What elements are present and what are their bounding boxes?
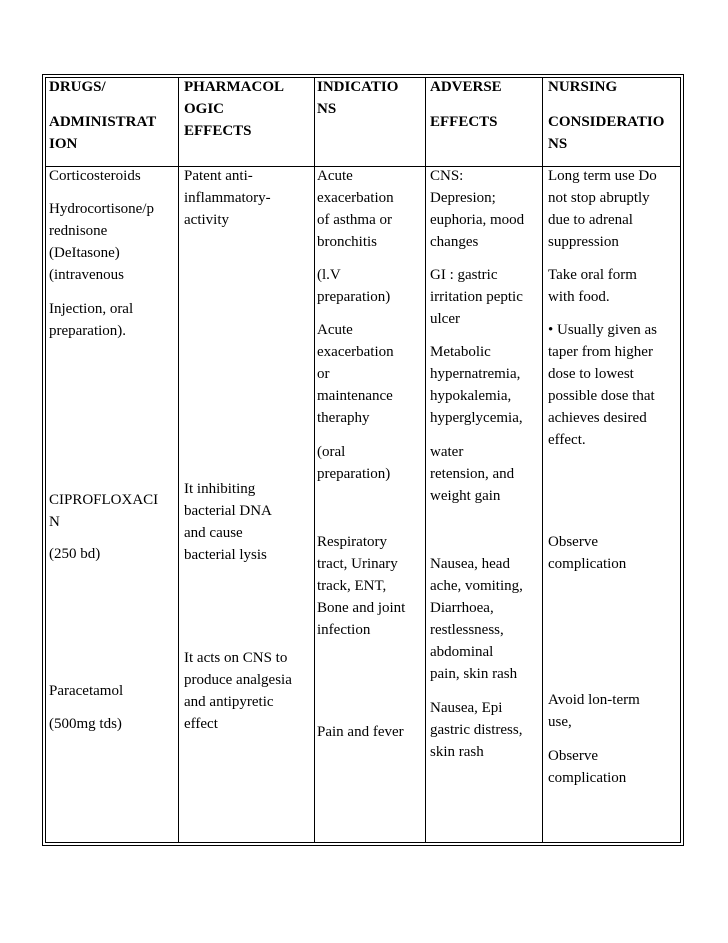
adverse-water-retention: water retension, and weight gain: [430, 444, 515, 504]
effect-paracetamol: It acts on CNS to produce analgesia and antipyretic effect: [184, 650, 292, 732]
nursing-observe-paracetamol: Observe complication: [548, 748, 627, 786]
nursing-observe-cipro: Observe complication: [548, 534, 627, 572]
indication-oral-prep: (oral preparation): [317, 444, 391, 482]
indication-iv-prep: (l.V preparation): [317, 267, 391, 305]
header-adverse-effects: EFFECTS: [430, 114, 498, 130]
header-drugs: DRUGS/: [49, 79, 106, 95]
drug-corticosteroids: Corticosteroids: [49, 168, 141, 184]
drug-paracetamol: Paracetamol: [49, 683, 124, 699]
indication-asthma: Acute exacerbation of asthma or bronchitis: [317, 168, 394, 250]
drug-hydrocortisone: Hydrocortisone/p rednisone (DeItasone) (intravenous: [49, 201, 154, 283]
header-nursing: NURSING: [548, 79, 618, 95]
adverse-ciprofloxacin: Nausea, head ache, vomiting, Diarrhoea, restlessness, abdominal pain, skin rash: [430, 556, 523, 682]
indication-infection: Respiratory tract, Urinary track, ENT, Bone and joint infection: [317, 534, 406, 638]
effect-ciprofloxacin: It inhibiting bacterial DNA and cause bacterial lysis: [184, 481, 272, 563]
header-indications: INDICATIO NS: [317, 79, 399, 117]
adverse-cns: CNS: Depresion; euphoria, mood changes: [430, 168, 525, 250]
adverse-metabolic: Metabolic hypernatremia, hypokalemia, hyperglycemia,: [430, 344, 523, 426]
column-divider: [542, 78, 543, 842]
nursing-avoid-long-term: Avoid lon-term use,: [548, 692, 640, 730]
drug-cipro-dose: (250 bd): [49, 546, 101, 562]
header-nursing-considerations: CONSIDERATIO NS: [548, 114, 665, 152]
column-divider: [425, 78, 426, 842]
drug-paracetamol-dose: (500mg tds): [49, 716, 122, 732]
indication-pain-fever: Pain and fever: [317, 724, 404, 740]
nursing-oral-food: Take oral form with food.: [548, 267, 637, 305]
adverse-paracetamol: Nausea, Epi gastric distress, skin rash: [430, 700, 523, 760]
drug-admin-route: Injection, oral preparation).: [49, 301, 134, 339]
indication-maintenance: Acute exacerbation or maintenance theraphy: [317, 322, 394, 426]
header-drugs-admin: ADMINISTRAT ION: [49, 114, 157, 152]
column-divider: [314, 78, 315, 842]
effect-corticosteroids: Patent anti- inflammatory- activity: [184, 168, 271, 228]
header-adverse: ADVERSE: [430, 79, 502, 95]
nursing-long-term: Long term use Do not stop abruptly due to adrenal suppression: [548, 168, 657, 250]
header-pharmacologic-effects: PHARMACOL OGIC EFFECTS: [184, 79, 284, 139]
column-divider: [178, 78, 179, 842]
drug-ciprofloxacin: CIPROFLOXACI N: [49, 492, 159, 530]
adverse-gi: GI : gastric irritation peptic ulcer: [430, 267, 523, 327]
nursing-taper: • Usually given as taper from higher dose to lowest possible dose that achieves desired effect.: [548, 322, 657, 448]
